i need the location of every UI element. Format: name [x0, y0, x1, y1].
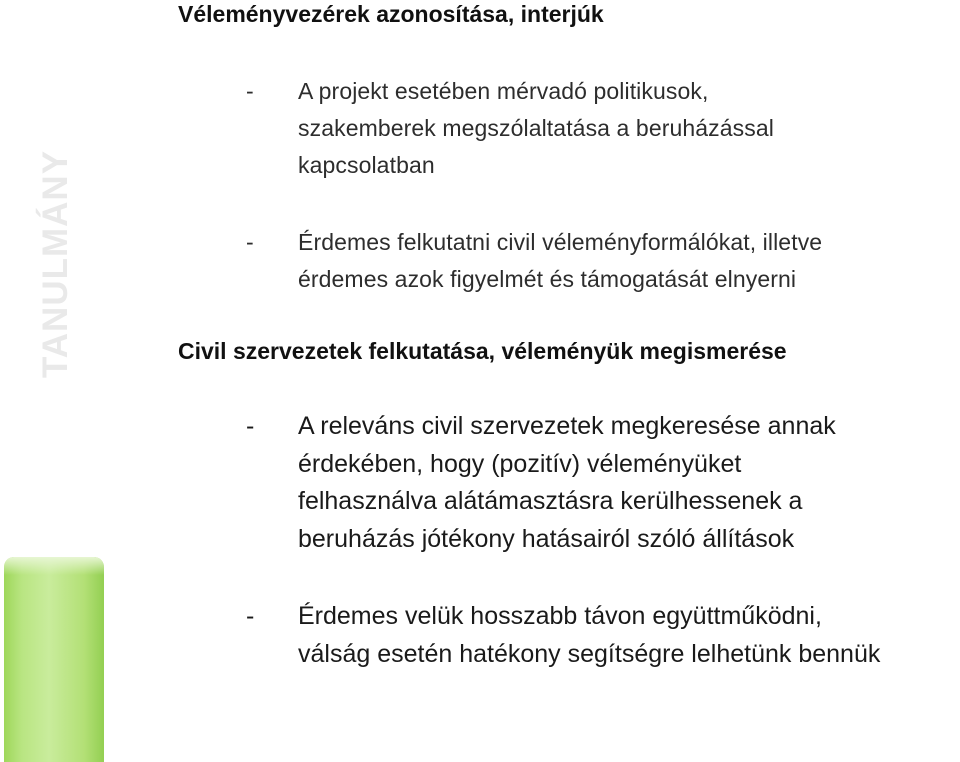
bullet-dash: -: [246, 229, 254, 255]
opinion-leaders-list: [246, 73, 822, 298]
list-item: [246, 598, 880, 673]
section-heading-civil-organizations: Civil szervezetek felkutatása, véleményük megismerése: [178, 338, 787, 364]
list-item-line: kapcsolatban: [298, 152, 435, 178]
list-item-line: érdemes azok figyelmét és támogatását elnyerni: [298, 266, 797, 292]
list-item: [246, 224, 822, 298]
list-item-line: felhasználva alátámasztásra kerülhessenek a: [298, 487, 803, 515]
list-item-line: Érdemes velük hosszabb távon együttműködni,: [298, 602, 822, 630]
list-item-line: A releváns civil szervezetek megkeresése annak: [298, 412, 836, 440]
bullet-dash: -: [246, 602, 255, 630]
list-item-line: szakemberek megszólaltatása a beruházással: [298, 115, 774, 141]
bullet-dash: -: [246, 78, 254, 104]
section-heading-opinion-leaders: Véleményvezérek azonosítása, interjúk: [178, 1, 604, 27]
list-item-line: érdekében, hogy (pozitív) véleményüket: [298, 449, 742, 478]
civil-organizations-list: [246, 408, 880, 673]
list-item: [246, 73, 822, 184]
list-item-line: A projekt esetében mérvadó politikusok,: [298, 78, 709, 104]
bullet-dash: -: [246, 412, 255, 440]
list-item-line: válság esetén hatékony segítségre lelhetünk bennük: [298, 639, 881, 668]
vertical-title-tanulmany: TANULMÁNY: [36, 149, 75, 378]
green-accent-bar: [4, 557, 104, 762]
list-item: [246, 408, 880, 558]
list-item-line: Érdemes felkutatni civil véleményformálókat, illetve: [298, 229, 823, 255]
list-item-line: beruházás jótékony hatásairól szóló állítások: [298, 524, 795, 553]
